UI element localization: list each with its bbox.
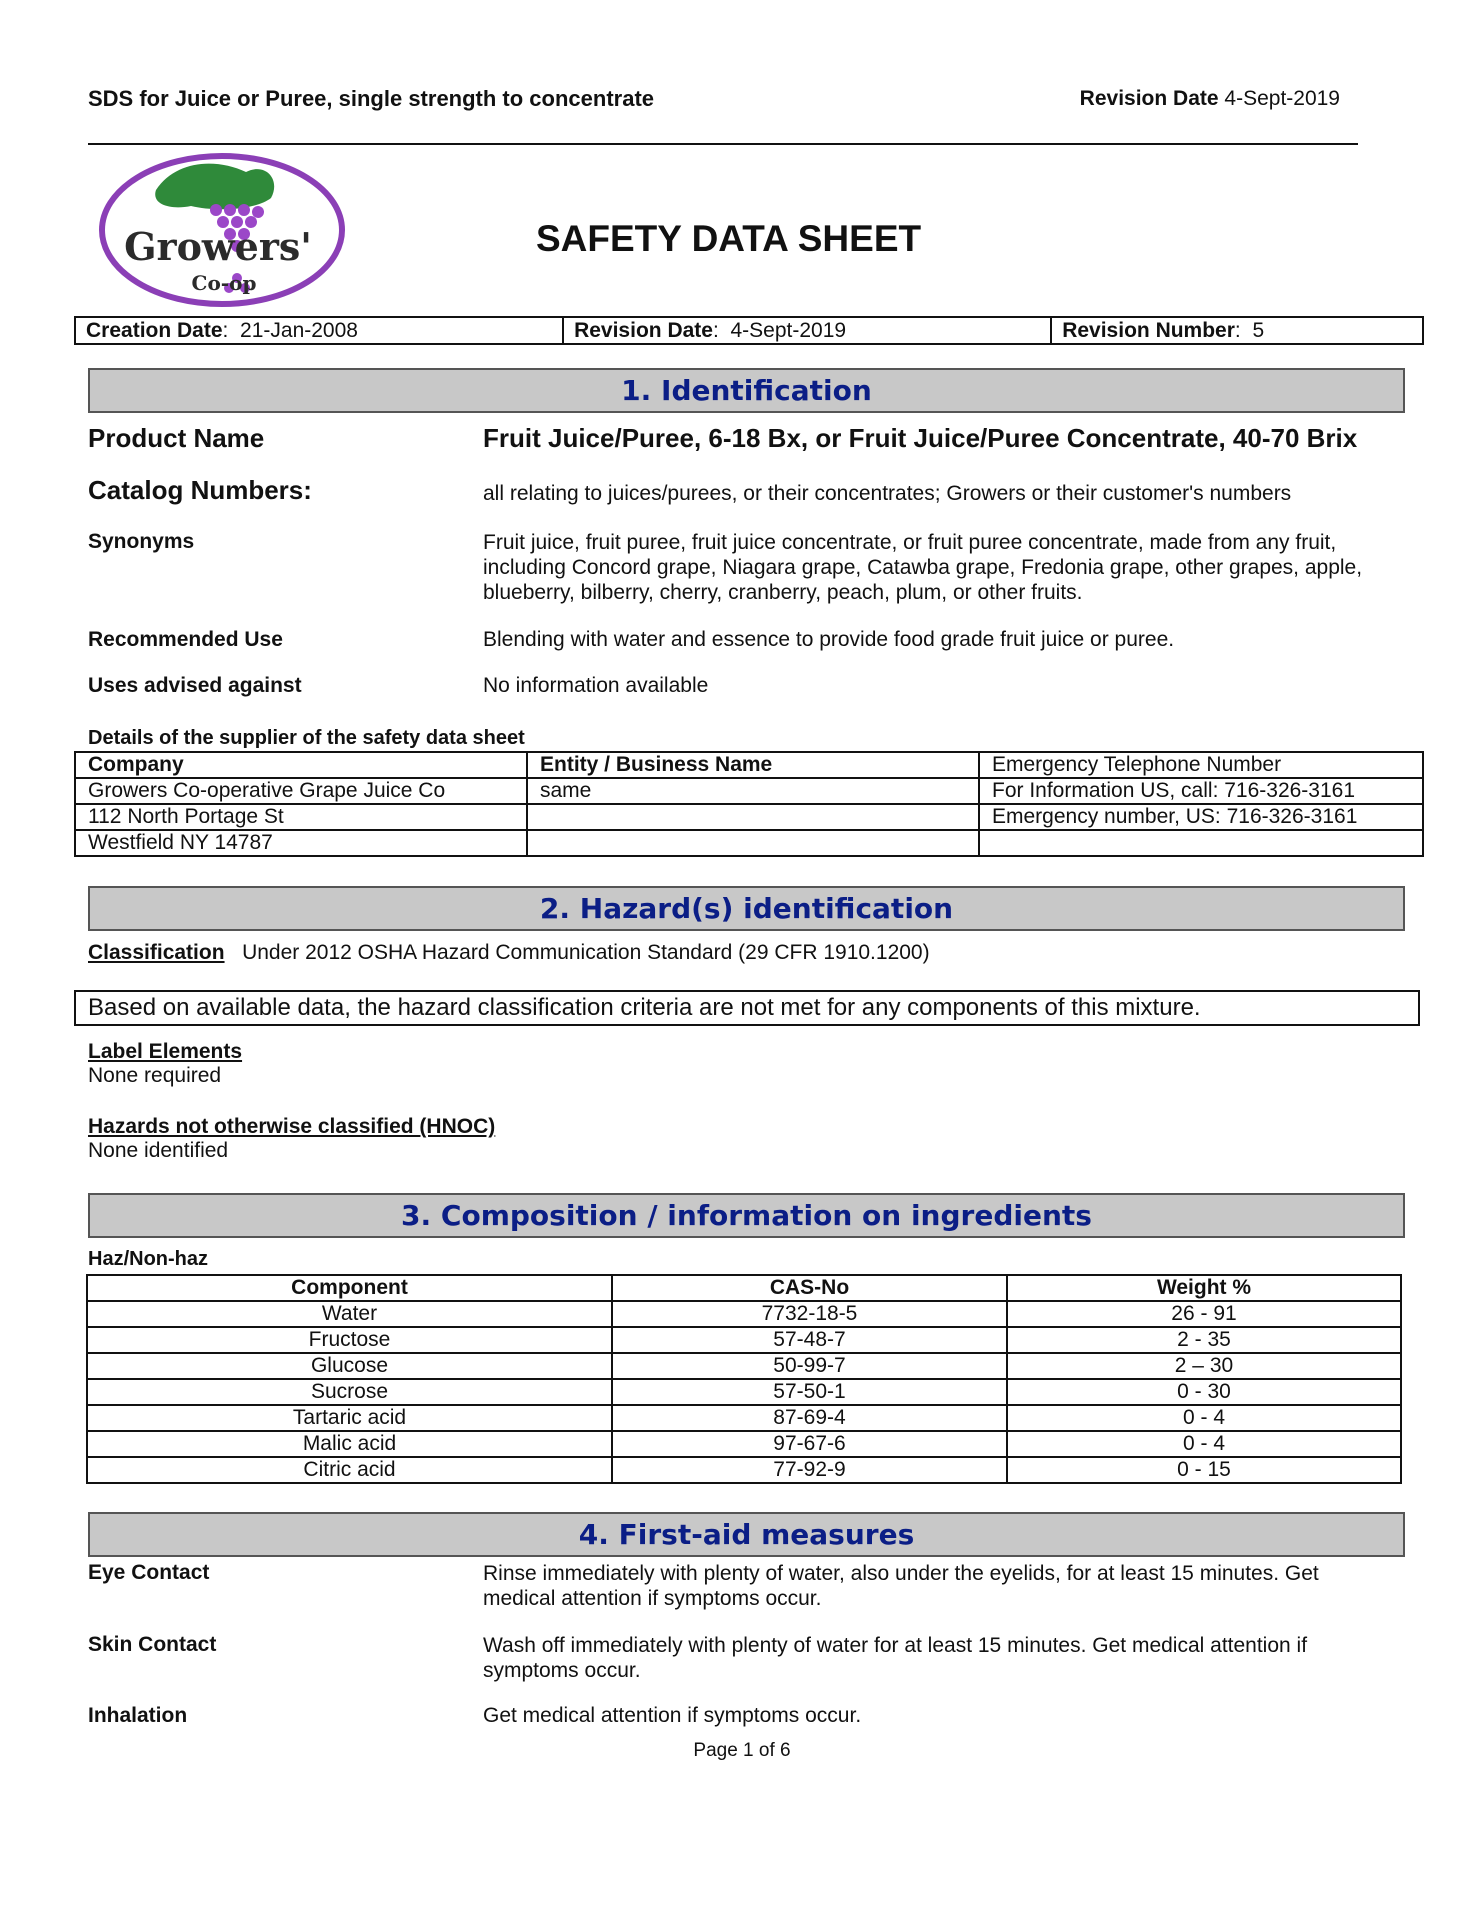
table-row: Tartaric acid 87-69-4 0 - 4	[87, 1405, 1401, 1431]
revision-number-value: 5	[1252, 318, 1265, 342]
uses-against-label: Uses advised against	[88, 674, 302, 697]
section-2-header: 2. Hazard(s) identification	[88, 886, 1405, 931]
synonyms-value: Fruit juice, fruit puree, fruit juice concentrate, or fruit puree concentrate, made from any fruit, including Concord grape, Niagara grape, Catawba grape, Fredonia grape, other grapes, apple, blueberry, bilberry, cherry, cranberry, peach, plum, or other fruits.	[483, 531, 1363, 604]
header-doc-title: SDS for Juice or Puree, single strength to concentrate	[88, 86, 655, 111]
section-4-header: 4. First-aid measures	[88, 1512, 1405, 1557]
page-title: SAFETY DATA SHEET	[536, 218, 922, 259]
growers-coop-logo	[96, 150, 348, 310]
creation-date-value: 21-Jan-2008	[240, 318, 358, 342]
header-revision-value: 4-Sept-2019	[1224, 87, 1340, 110]
hnoc-value: None identified	[88, 1139, 229, 1162]
table-row: Glucose 50-99-7 2 – 30	[87, 1353, 1401, 1379]
table-row: Growers Co-operative Grape Juice Co same For Information US, call: 716-326-3161	[75, 778, 1423, 804]
skin-contact-value: Wash off immediately with plenty of water for at least 15 minutes. Get medical attention if symptoms occur.	[483, 1634, 1308, 1682]
section-1-header: 1. Identification	[88, 368, 1405, 413]
uses-against-value: No information available	[483, 674, 709, 697]
catalog-numbers-label: Catalog Numbers:	[88, 475, 312, 505]
eye-contact-label: Eye Contact	[88, 1561, 210, 1584]
synonyms-label: Synonyms	[88, 530, 195, 553]
inhalation-label: Inhalation	[88, 1704, 188, 1727]
table-row: Westfield NY 14787	[75, 830, 1423, 856]
table-row: Fructose 57-48-7 2 - 35	[87, 1327, 1401, 1353]
revision-number-cell: Revision Number: 5	[1051, 317, 1423, 344]
classification-value: Under 2012 OSHA Hazard Communication Standard (29 CFR 1910.1200)	[242, 941, 930, 964]
catalog-numbers-value: all relating to juices/purees, or their concentrates; Growers or their customer's numbers	[483, 482, 1292, 505]
table-row: Sucrose 57-50-1 0 - 30	[87, 1379, 1401, 1405]
revision-date-value: 4-Sept-2019	[730, 318, 847, 342]
table-header-row: Company Entity / Business Name Emergency Telephone Number	[75, 752, 1423, 778]
creation-date-cell: Creation Date: 21-Jan-2008	[75, 317, 563, 344]
label-elements-title: Label Elements	[88, 1040, 243, 1063]
dates-table	[74, 316, 1424, 345]
haz-nonhaz-label: Haz/Non-haz	[88, 1248, 208, 1270]
classification-line	[88, 941, 930, 965]
label-elements-value: None required	[88, 1064, 222, 1087]
skin-contact-label: Skin Contact	[88, 1633, 217, 1656]
product-name-value: Fruit Juice/Puree, 6-18 Bx, or Fruit Juice/Puree Concentrate, 40-70 Brix	[483, 423, 1358, 453]
table-row: Water 7732-18-5 26 - 91	[87, 1301, 1401, 1327]
header-divider	[88, 143, 1358, 145]
recommended-use-value: Blending with water and essence to provide food grade fruit juice or puree.	[483, 628, 1175, 651]
product-name-label: Product Name	[88, 423, 265, 453]
header-revision	[1080, 87, 1340, 111]
table-row: 112 North Portage St Emergency number, US: 716-326-3161	[75, 804, 1423, 830]
table-row: Malic acid 97-67-6 0 - 4	[87, 1431, 1401, 1457]
table-header-row: Component CAS-No Weight %	[87, 1275, 1401, 1301]
header-revision-label: Revision Date	[1079, 87, 1219, 110]
section-3-header: 3. Composition / information on ingredients	[88, 1193, 1405, 1238]
classification-label: Classification	[88, 941, 225, 964]
recommended-use-label: Recommended Use	[88, 628, 283, 651]
inhalation-value: Get medical attention if symptoms occur.	[483, 1704, 862, 1727]
supplier-heading: Details of the supplier of the safety data sheet	[88, 727, 525, 749]
eye-contact-value: Rinse immediately with plenty of water, also under the eyelids, for at least 15 minutes. Get medical attention if symptoms occur.	[483, 1562, 1319, 1610]
hazard-statement-box: Based on available data, the hazard classification criteria are not met for any components of this mixture.	[74, 990, 1420, 1026]
page-number: Page 1 of 6	[693, 1740, 791, 1761]
table-row: Citric acid 77-92-9 0 - 15	[87, 1457, 1401, 1483]
composition-table	[86, 1274, 1402, 1484]
supplier-table	[74, 751, 1424, 857]
logo-sub: Co-op	[191, 271, 257, 295]
revision-date-cell: Revision Date: 4-Sept-2019	[563, 317, 1051, 344]
hnoc-title: Hazards not otherwise classified (HNOC)	[88, 1115, 496, 1138]
logo-brand: Growers'	[124, 224, 312, 269]
